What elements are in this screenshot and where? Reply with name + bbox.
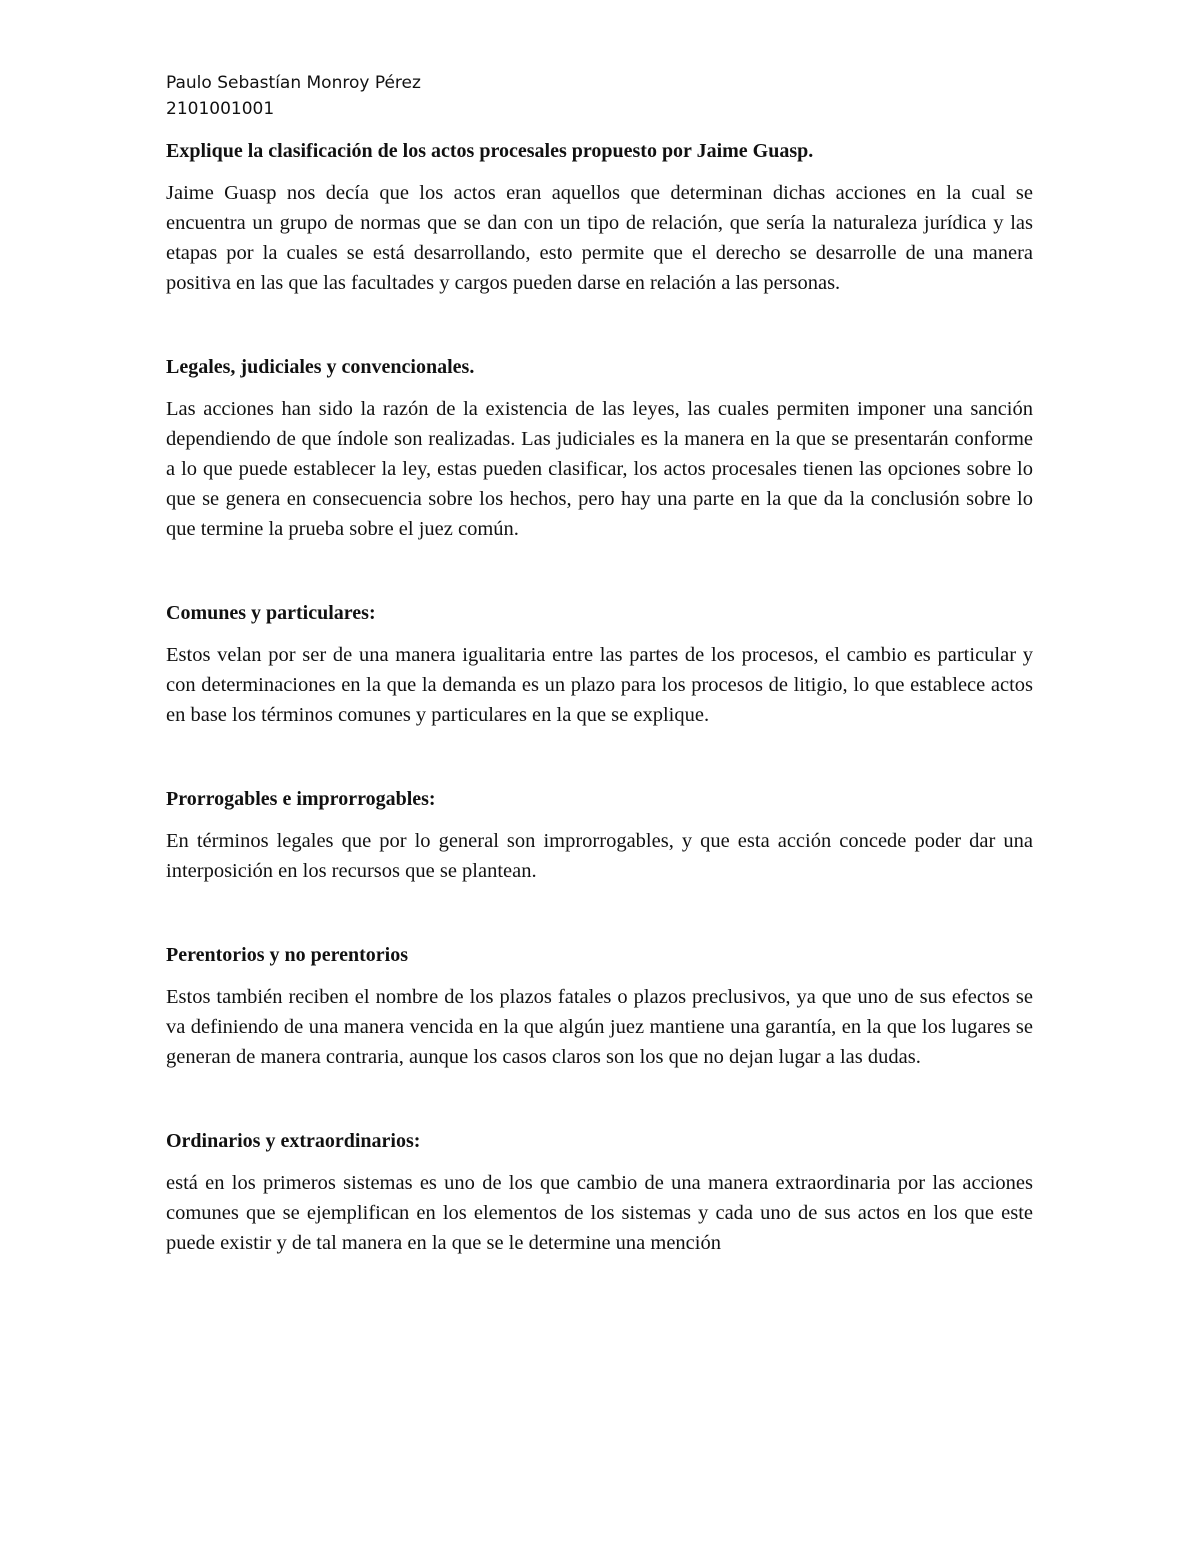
student-id: 2101001001 bbox=[166, 99, 275, 119]
section-perentorios bbox=[166, 940, 1033, 1072]
section-paragraph: está en los primeros sistemas es uno de los que cambio de una manera extraordinaria por las acciones comunes que se ejemplifican en los elementos de los sistemas y cada uno de sus actos en los que este puede existir y de tal manera en la que se le determine una mención bbox=[166, 1172, 1033, 1254]
section-prorrogables bbox=[166, 784, 1033, 886]
section-heading: Legales, judiciales y convencionales. bbox=[166, 356, 475, 378]
document-page bbox=[166, 70, 1033, 1258]
section-paragraph: Estos velan por ser de una manera igualitaria entre las partes de los procesos, el cambio es particular y con determinaciones en la que la demanda es un plazo para los procesos de litigio, lo que establece actos en base los términos comunes y particulares en la que se explique. bbox=[166, 644, 1033, 726]
section-heading: Ordinarios y extraordinarios: bbox=[166, 1130, 421, 1152]
document-title: Explique la clasificación de los actos procesales propuesto por Jaime Guasp. bbox=[166, 140, 814, 162]
section-ordinarios bbox=[166, 1126, 1033, 1258]
section-heading: Prorrogables e improrrogables: bbox=[166, 788, 436, 810]
section-paragraph: En términos legales que por lo general son improrrogables, y que esta acción concede poder dar una interposición en los recursos que se plantean. bbox=[166, 830, 1033, 882]
section-heading: Comunes y particulares: bbox=[166, 602, 376, 624]
section-heading: Perentorios y no perentorios bbox=[166, 944, 409, 966]
section-legales bbox=[166, 352, 1033, 544]
section-paragraph: Estos también reciben el nombre de los plazos fatales o plazos preclusivos, ya que uno de sus efectos se va definiendo de una manera vencida en la que algún juez mantiene una garantía, en la que los lugares se generan de manera contraria, aunque los casos claros son los que no dejan lugar a las dudas. bbox=[166, 986, 1033, 1068]
section-comunes bbox=[166, 598, 1033, 730]
author-name: Paulo Sebastían Monroy Pérez bbox=[166, 73, 421, 93]
section-paragraph: Las acciones han sido la razón de la existencia de las leyes, las cuales permiten imponer una sanción dependiendo de que índole son realizadas. Las judiciales es la manera en la que se presentarán conforme a lo que puede establecer la ley, estas pueden clasificar, los actos procesales tienen las opciones sobre lo que se genera en consecuencia sobre los hechos, pero hay una parte en la que da la conclusión sobre lo que termine la prueba sobre el juez común. bbox=[166, 398, 1033, 540]
intro-paragraph: Jaime Guasp nos decía que los actos eran aquellos que determinan dichas acciones en la cual se encuentra un grupo de normas que se dan con un tipo de relación, que sería la naturaleza jurídica y las etapas por la cuales se está desarrollando, esto permite que el derecho se desarrolle de una manera positiva en las que las facultades y cargos pueden darse en relación a las personas. bbox=[166, 182, 1033, 294]
